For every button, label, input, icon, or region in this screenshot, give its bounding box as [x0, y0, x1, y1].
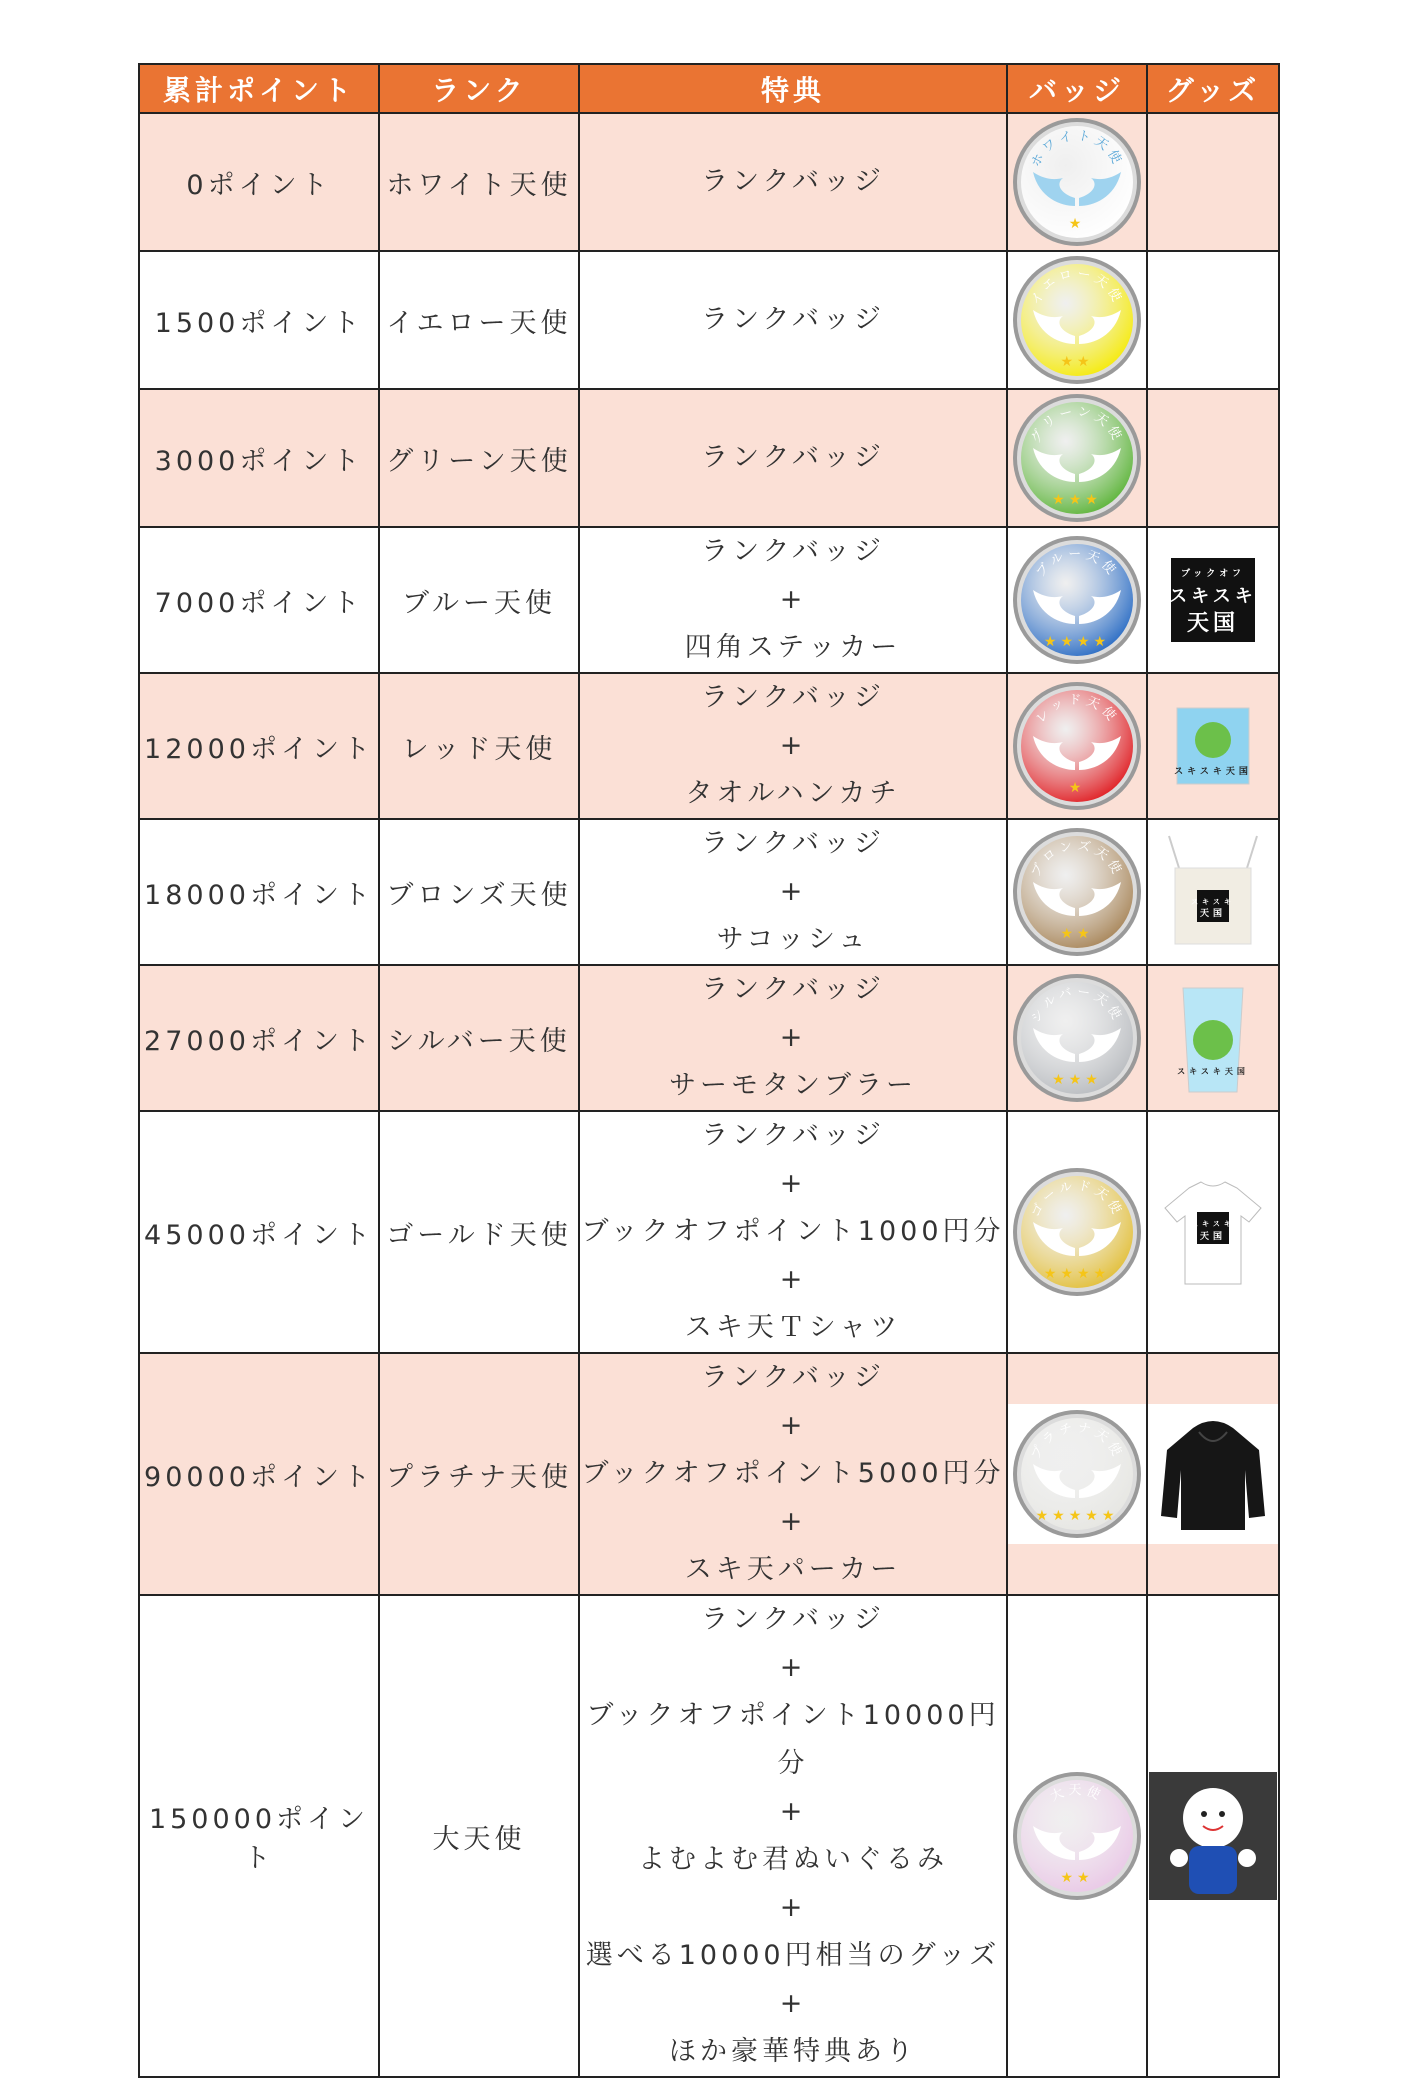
benefits-cell [579, 527, 1007, 673]
benefit-item: ランクバッジ [701, 166, 885, 197]
points-cell: 150000ポイント [139, 1595, 379, 2077]
benefit-item: サーモタンブラー [669, 1070, 917, 1101]
goods-cell [1147, 527, 1279, 673]
rank-badge [1009, 532, 1145, 668]
points-cell: 0ポイント [139, 113, 379, 251]
benefit-item: 四角ステッカー [684, 632, 902, 663]
badge-cell [1007, 673, 1147, 819]
rank-cell: ホワイト天使 [379, 113, 579, 251]
goods-cell [1147, 1353, 1279, 1595]
rank-cell: ブルー天使 [379, 527, 579, 673]
badge-stars: ★★★★ [1043, 634, 1111, 650]
rank-row [139, 389, 1279, 527]
svg-text:スキスキ天国: スキスキ天国 [1174, 767, 1252, 777]
badge-stars: ★ [1068, 216, 1086, 232]
plus-sign: + [779, 1168, 807, 1199]
points-cell: 90000ポイント [139, 1353, 379, 1595]
rank-cell: 大天使 [379, 1595, 579, 2077]
points-cell: 45000ポイント [139, 1111, 379, 1353]
benefit-item: ブックオフポイント10000円分 [586, 1700, 1000, 1779]
svg-text:スキスキ: スキスキ [1191, 1220, 1235, 1228]
badge-stars: ★★ [1060, 1870, 1094, 1886]
benefits-cell [579, 251, 1007, 389]
benefits-cell [579, 1595, 1007, 2077]
benefit-item: ブックオフポイント1000円分 [581, 1216, 1005, 1247]
benefits-cell [579, 1353, 1007, 1595]
rank-table [138, 63, 1280, 2078]
rank-badge [1009, 1406, 1145, 1542]
rank-cell: レッド天使 [379, 673, 579, 819]
benefits-cell [579, 965, 1007, 1111]
goods-cell [1147, 113, 1279, 251]
badge-cell [1007, 1595, 1147, 2077]
benefit-item: ランクバッジ [701, 682, 885, 713]
benefit-item: ランクバッジ [701, 1362, 885, 1393]
rank-cell: イエロー天使 [379, 251, 579, 389]
points-cell: 18000ポイント [139, 819, 379, 965]
rank-row [139, 251, 1279, 389]
rank-row [139, 965, 1279, 1111]
badge-cell [1007, 819, 1147, 965]
rank-badge [1009, 390, 1145, 526]
plus-sign: + [779, 876, 807, 907]
rank-row [139, 673, 1279, 819]
badge-label: レッド天使 [1033, 692, 1121, 727]
rank-badge [1009, 970, 1145, 1106]
svg-text:スキスキ天国: スキスキ天国 [1177, 1067, 1249, 1076]
badge-cell [1007, 1353, 1147, 1595]
benefit-item: 選べる10000円相当のグッズ [585, 1940, 1001, 1971]
badge-label: ブルー天使 [1033, 546, 1121, 581]
header-goods: グッズ [1147, 64, 1279, 113]
plus-sign: + [779, 1022, 807, 1053]
rank-badge [1009, 252, 1145, 388]
badge-stars: ★ [1068, 780, 1086, 796]
goods-image [1149, 974, 1277, 1102]
goods-image [1149, 536, 1277, 664]
svg-text:天国: 天国 [1186, 611, 1240, 636]
points-cell: 1500ポイント [139, 251, 379, 389]
goods-image [1149, 828, 1277, 956]
header-row [139, 64, 1279, 113]
points-cell: 12000ポイント [139, 673, 379, 819]
rank-badge [1009, 1164, 1145, 1300]
benefits-cell [579, 113, 1007, 251]
points-cell: 7000ポイント [139, 527, 379, 673]
goods-image [1149, 682, 1277, 810]
points-cell: 3000ポイント [139, 389, 379, 527]
rank-badge [1009, 114, 1145, 250]
plus-sign: + [779, 730, 807, 761]
benefit-item: ランクバッジ [701, 1604, 885, 1635]
badge-label: イエロー天使 [1028, 266, 1126, 308]
benefits-cell [579, 1111, 1007, 1353]
benefits-cell [579, 819, 1007, 965]
plus-sign: + [779, 1410, 807, 1441]
goods-image [1149, 1168, 1277, 1296]
rank-cell: ブロンズ天使 [379, 819, 579, 965]
badge-label: シルバー天使 [1028, 984, 1126, 1026]
badge-cell [1007, 113, 1147, 251]
goods-cell [1147, 965, 1279, 1111]
plus-sign: + [779, 1796, 807, 1827]
svg-text:天国: 天国 [1199, 909, 1227, 919]
benefit-item: よむよむ君ぬいぐるみ [638, 1844, 948, 1875]
svg-text:スキスキ: スキスキ [1169, 586, 1257, 607]
badge-label: ホワイト天使 [1028, 128, 1126, 170]
rank-row [139, 113, 1279, 251]
benefits-cell [579, 389, 1007, 527]
badge-label: ブロンズ天使 [1028, 838, 1126, 880]
plus-sign: + [779, 584, 807, 615]
plus-sign: + [779, 1264, 807, 1295]
plus-sign: + [779, 1652, 807, 1683]
goods-cell [1147, 1595, 1279, 2077]
benefit-item: サコッシュ [716, 924, 870, 955]
goods-cell [1147, 389, 1279, 527]
badge-stars: ★★ [1060, 354, 1094, 370]
points-cell: 27000ポイント [139, 965, 379, 1111]
svg-text:ブックオフ: ブックオフ [1180, 569, 1246, 579]
badge-stars: ★★★★ [1043, 1266, 1111, 1282]
badge-label: グリーン天使 [1028, 404, 1126, 446]
benefit-item: ランクバッジ [701, 304, 885, 335]
header-benefits: 特典 [579, 64, 1007, 113]
goods-image [1149, 1772, 1277, 1900]
benefit-item: ランクバッジ [701, 1120, 885, 1151]
goods-cell [1147, 251, 1279, 389]
benefit-item: ブックオフポイント5000円分 [581, 1458, 1005, 1489]
rank-row [139, 1111, 1279, 1353]
goods-cell [1147, 819, 1279, 965]
rank-row [139, 1353, 1279, 1595]
header-badge: バッジ [1007, 64, 1147, 113]
goods-image [1149, 1410, 1277, 1538]
benefit-item: スキ天パーカー [684, 1554, 902, 1585]
badge-cell [1007, 251, 1147, 389]
badge-label: ゴールド天使 [1028, 1178, 1126, 1220]
badge-label: プラチナ天使 [1028, 1420, 1126, 1463]
plus-sign: + [779, 1892, 807, 1923]
rank-badge [1009, 824, 1145, 960]
rank-table-body [139, 113, 1279, 2077]
rank-cell: シルバー天使 [379, 965, 579, 1111]
rank-row [139, 527, 1279, 673]
badge-cell [1007, 527, 1147, 673]
badge-cell [1007, 965, 1147, 1111]
badge-stars: ★★★★★ [1035, 1508, 1119, 1524]
rank-cell: ゴールド天使 [379, 1111, 579, 1353]
benefit-item: タオルハンカチ [685, 778, 901, 809]
badge-stars: ★★★ [1052, 1072, 1102, 1088]
rank-cell: プラチナ天使 [379, 1353, 579, 1595]
goods-cell [1147, 1111, 1279, 1353]
plus-sign: + [779, 1988, 807, 2019]
goods-cell [1147, 673, 1279, 819]
benefit-item: ランクバッジ [701, 974, 885, 1005]
rank-row [139, 819, 1279, 965]
benefit-item: ほか豪華特典あり [669, 2036, 917, 2067]
benefit-item: ランクバッジ [701, 442, 885, 473]
rank-badge [1009, 678, 1145, 814]
rank-badge [1009, 1768, 1145, 1904]
badge-label: 大天使 [1048, 1783, 1106, 1805]
svg-text:スキスキ: スキスキ [1191, 898, 1235, 906]
svg-text:天国: 天国 [1199, 1232, 1227, 1242]
badge-cell [1007, 1111, 1147, 1353]
header-points: 累計ポイント [139, 64, 379, 113]
plus-sign: + [779, 1506, 807, 1537]
benefit-item: ランクバッジ [701, 536, 885, 567]
header-rank: ランク [379, 64, 579, 113]
benefits-cell [579, 673, 1007, 819]
benefit-item: スキ天Ｔシャツ [684, 1312, 902, 1343]
badge-stars: ★★ [1060, 926, 1094, 942]
badge-cell [1007, 389, 1147, 527]
rank-cell: グリーン天使 [379, 389, 579, 527]
benefit-item: ランクバッジ [701, 828, 885, 859]
badge-stars: ★★★ [1052, 492, 1102, 508]
rank-row [139, 1595, 1279, 2077]
